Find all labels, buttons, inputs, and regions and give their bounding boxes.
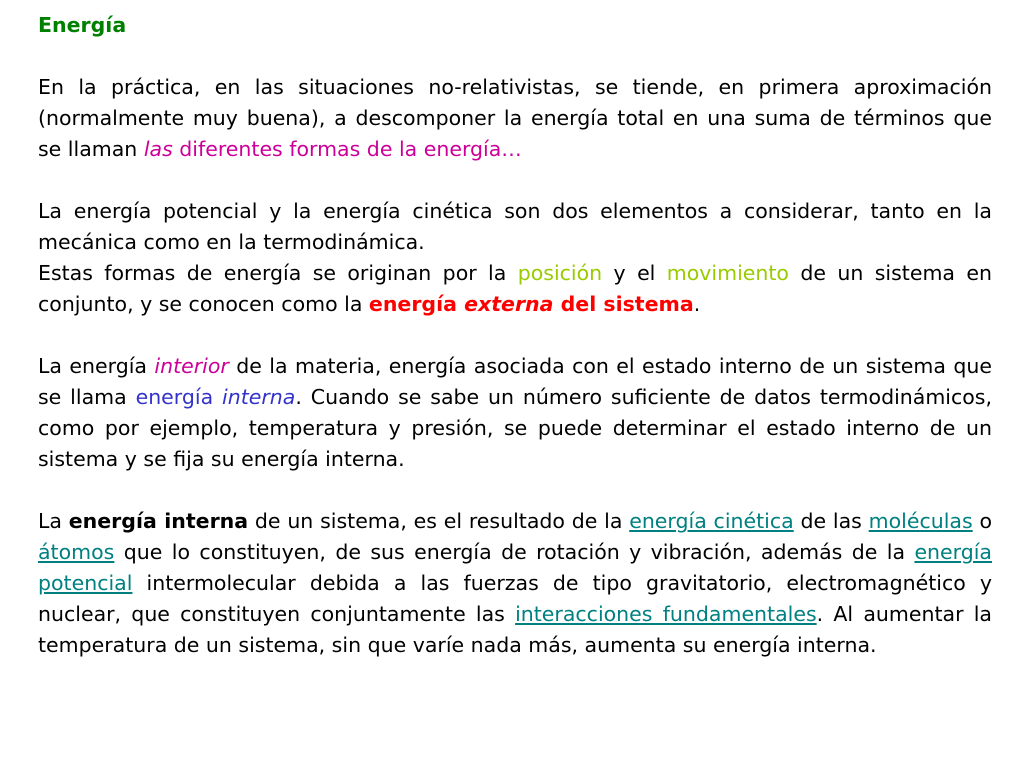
paragraph-potencial-cinetica: La energía potencial y la energía cinética son dos elementos a considerar, tanto en la mecánica como en la termodinámica.	[38, 199, 992, 254]
paragraph-energia-interna	[38, 506, 992, 661]
text: que lo constituyen, de sus energía de rotación y vibración, además de la	[114, 540, 915, 564]
emphasis-las: las	[143, 137, 173, 161]
paragraph-energia-interior	[38, 351, 992, 475]
paragraph-intro	[38, 72, 992, 165]
paragraph-energia-externa	[38, 258, 992, 320]
link-energia-potencial[interactable]: energía potencial	[38, 540, 992, 595]
link-energia-cinetica[interactable]: energía cinética	[629, 509, 794, 533]
text: de las	[793, 509, 869, 533]
text: de un sistema, es el resultado de la	[248, 509, 630, 533]
text: de la materia, energía asociada con el estado interno de un sistema que se llama	[38, 354, 992, 409]
term-energia-interna: energía interna	[68, 509, 249, 533]
text: La	[38, 509, 69, 533]
term-energia: energía	[135, 385, 223, 409]
text: Estas formas de energía se originan por la	[38, 261, 518, 285]
text: intermolecular debida a las fuerzas de tipo gravitatorio, electromagnético y nuclear, que constituyen conjuntamente las	[38, 571, 992, 626]
text: y el	[602, 261, 667, 285]
slide-content	[38, 10, 992, 661]
term-del-sistema: del sistema	[553, 292, 694, 316]
term-interior: interior	[154, 354, 229, 378]
term-movimiento: movimiento	[666, 261, 789, 285]
term-energia: energía	[368, 292, 465, 316]
slide-title: Energía	[38, 13, 127, 37]
text: .	[693, 292, 701, 316]
text: o	[972, 509, 993, 533]
term-interna: interna	[222, 385, 296, 409]
text: . Cuando se sabe un número suficiente de datos termodinámicos, como por ejemplo, temperatura y presión, se puede determinar el estado interno de un sistema y se fija su energía interna.	[38, 385, 993, 471]
link-atomos[interactable]: átomos	[38, 540, 115, 564]
term-posicion: posición	[517, 261, 603, 285]
link-moleculas[interactable]: moléculas	[868, 509, 973, 533]
term-externa: externa	[464, 292, 554, 316]
link-interacciones-fundamentales[interactable]: interacciones fundamentales	[515, 602, 817, 626]
text: La energía	[38, 354, 155, 378]
text: de un sistema en conjunto, y se conocen como la	[38, 261, 992, 316]
text: En la práctica, en las situaciones no-relativistas, se tiende, en primera aproximación (normalmente muy buena), a descomponer la energía total en una suma de términos que se llaman	[38, 75, 992, 161]
text: . Al aumentar la temperatura de un sistema, sin que varíe nada más, aumenta su energía interna.	[38, 602, 992, 657]
emphasis-formas: diferentes formas de la energía…	[172, 137, 522, 161]
